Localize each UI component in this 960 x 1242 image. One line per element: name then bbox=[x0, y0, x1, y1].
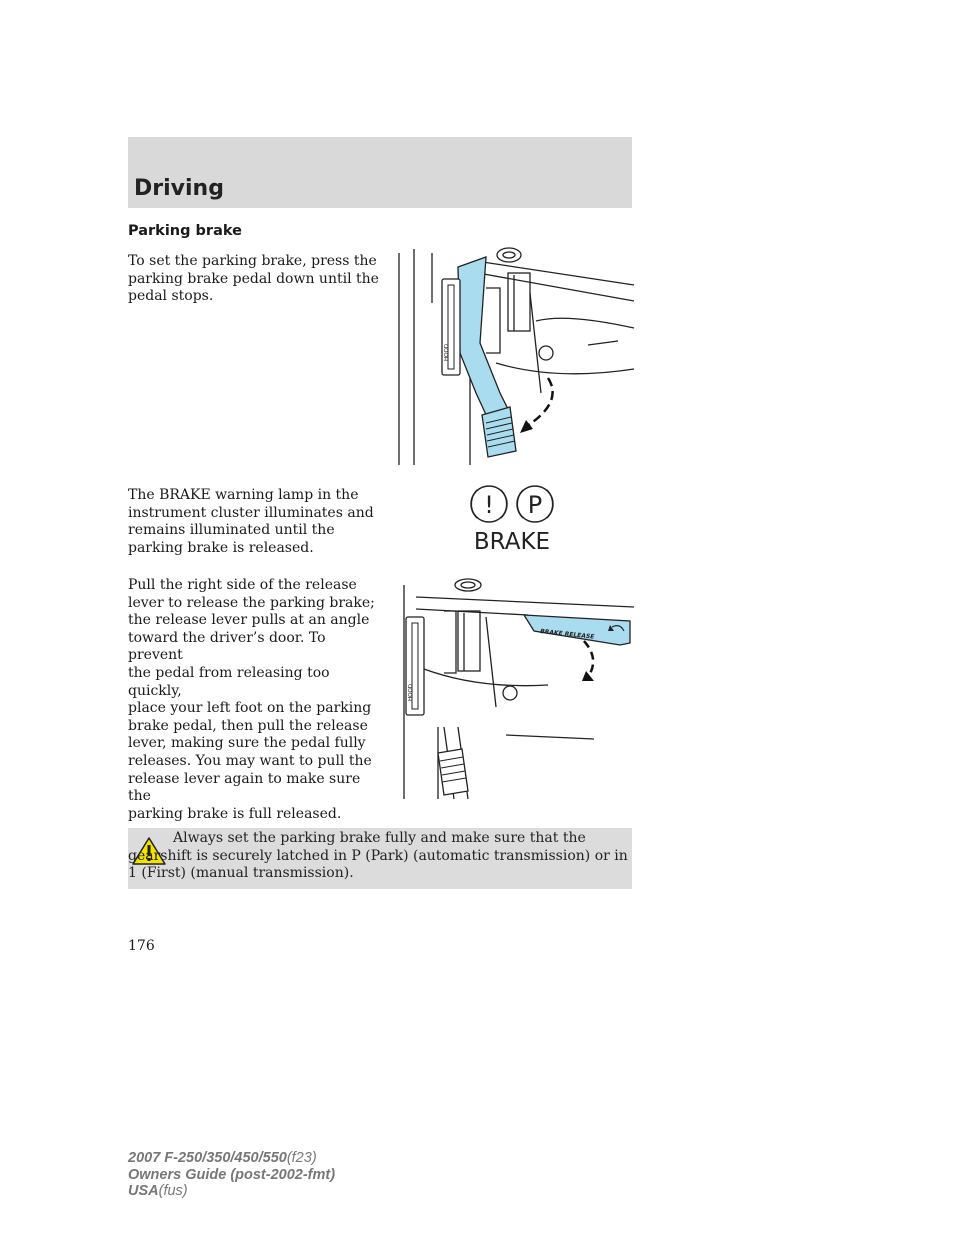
brake-release-label: BRAKE RELEASE bbox=[539, 628, 595, 641]
section-title: Driving bbox=[134, 176, 224, 201]
brake-release-lever-illustration bbox=[398, 577, 638, 802]
paragraph-release-brake: Pull the right side of the release lever to release the parking brake; the release lever pulls at an angle toward the driver’s door. To prevent the pedal from releasing too quickly, place your left foot on the parking brake pedal, then pull the release lever, making sure the pedal fully releases. You may want to pull the release lever again to make sure the parking brake is full released. bbox=[128, 577, 375, 822]
p-icon: P bbox=[527, 491, 543, 519]
warning-text: Always set the parking brake fully and make sure that the gearshift is securely latched in P (Park) (automatic transmission) or in 1 (First) (manual transmission). bbox=[128, 830, 628, 881]
paragraph-warning-lamp: The BRAKE warning lamp in the instrument cluster illuminates and remains illuminated until the parking brake is released. bbox=[128, 487, 374, 556]
brake-warning-lamp-symbol bbox=[463, 482, 563, 554]
exclamation-icon: ! bbox=[484, 491, 494, 519]
parking-brake-pedal-illustration bbox=[396, 243, 636, 468]
warning-box bbox=[128, 828, 632, 889]
footer-region: USA bbox=[128, 1183, 159, 1199]
footer-model: 2007 F-250/350/450/550 bbox=[128, 1150, 287, 1166]
footer-model-code: (f23) bbox=[286, 1150, 317, 1166]
subheading-parking-brake: Parking brake bbox=[128, 223, 242, 239]
paragraph-set-brake: To set the parking brake, press the parking brake pedal down until the pedal stops. bbox=[128, 253, 379, 305]
page-number: 176 bbox=[128, 938, 155, 954]
document-footer bbox=[128, 1150, 335, 1200]
brake-lamp-label: BRAKE bbox=[473, 529, 551, 554]
footer-region-code: (fus) bbox=[158, 1183, 188, 1199]
hood-label: HOOD bbox=[444, 343, 450, 361]
footer-guide: Owners Guide (post-2002-fmt) bbox=[128, 1166, 336, 1183]
hood-label-2: HOOD bbox=[408, 683, 414, 701]
